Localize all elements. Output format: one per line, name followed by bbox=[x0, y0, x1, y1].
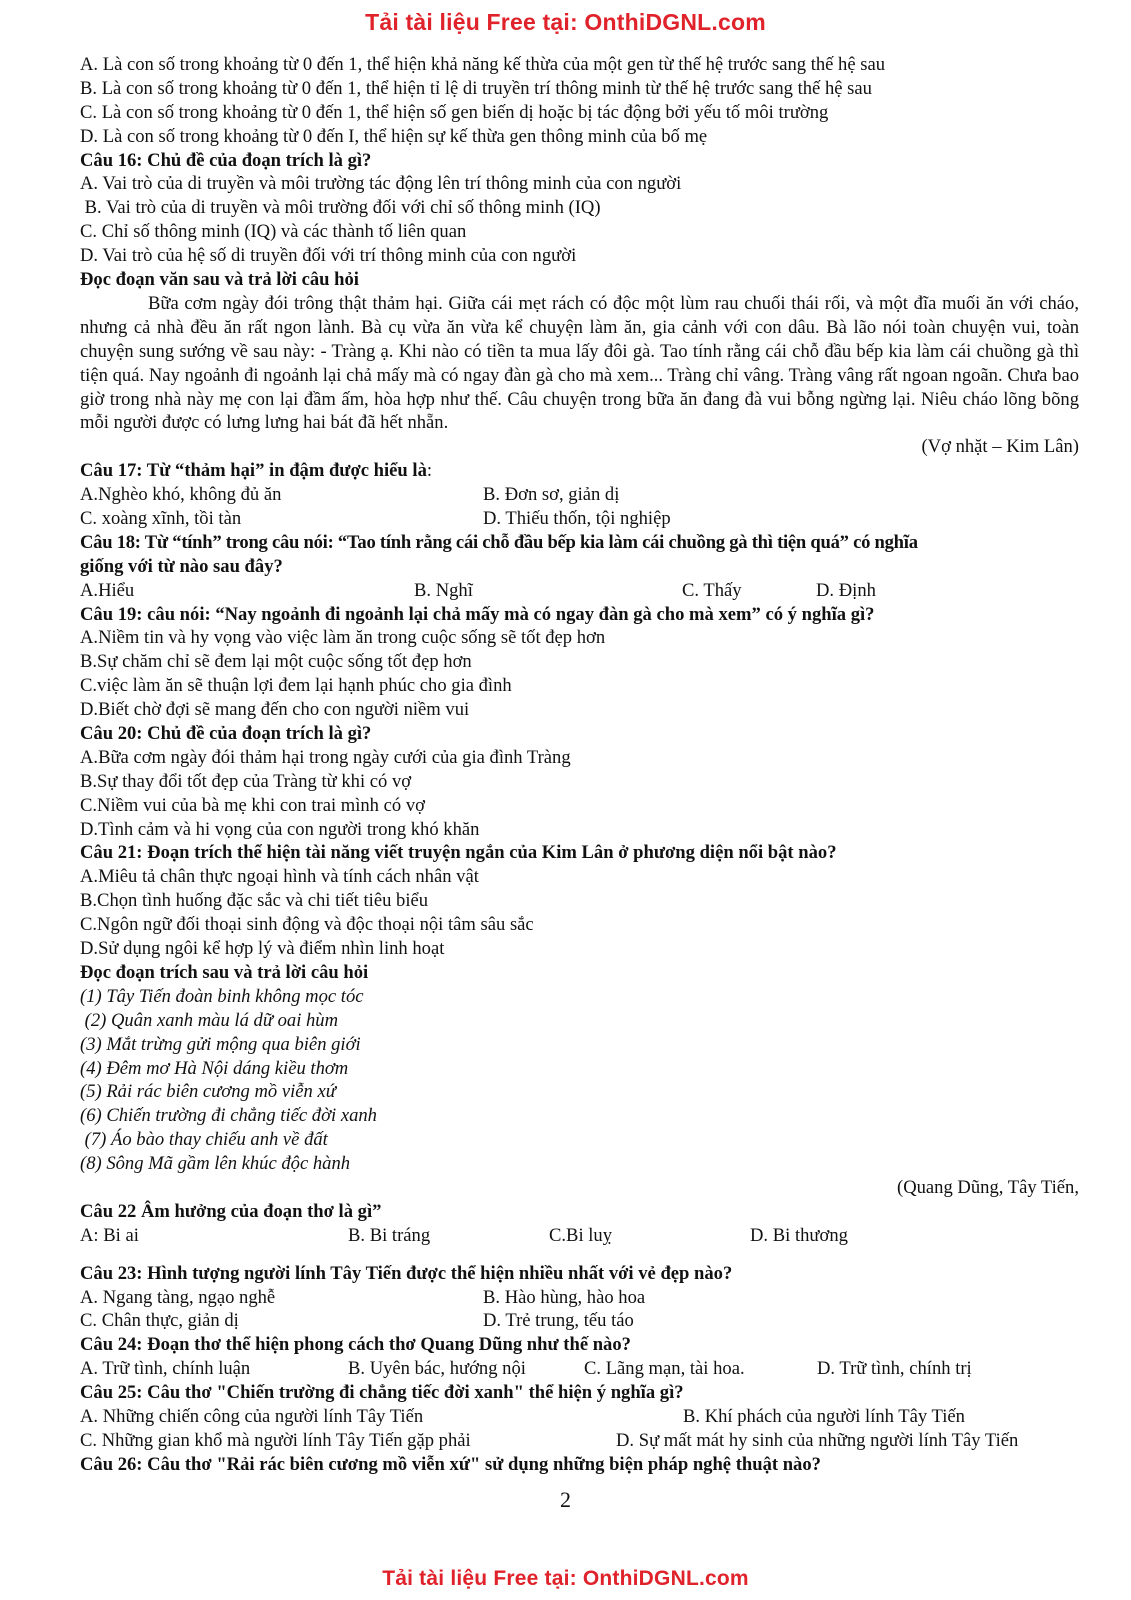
q15-option-a: A. Là con số trong khoảng từ 0 đến 1, thể hiện khả năng kế thừa của một gen từ thế hệ trước sang thế hệ sau bbox=[80, 54, 886, 75]
q19-option-d: D.Biết chờ đợi sẽ mang đến cho con người niềm vui bbox=[80, 699, 470, 721]
poem-line: (4) Đêm mơ Hà Nội dáng kiều thơm bbox=[80, 1057, 349, 1079]
q22-option-b: B. Bi tráng bbox=[348, 1224, 431, 1246]
q18-title-line2: giống với từ nào sau đây? bbox=[80, 555, 283, 577]
passage2-source: (Quang Dũng, Tây Tiến, bbox=[897, 1176, 1079, 1198]
poem-line: (8) Sông Mã gầm lên khúc độc hành bbox=[80, 1153, 351, 1175]
passage1-heading: Đọc đoạn văn sau và trả lời câu hỏi bbox=[80, 269, 359, 291]
poem-line: (5) Rải rác biên cương mồ viễn xứ bbox=[80, 1081, 336, 1103]
q23-option-b: B. Hào hùng, hào hoa bbox=[483, 1286, 646, 1308]
q25-title: Câu 25: Câu thơ "Chiến trường đi chẳng tiếc đời xanh" thể hiện ý nghĩa gì? bbox=[80, 1382, 684, 1404]
q26-title: Câu 26: Câu thơ "Rải rác biên cương mồ viễn xứ" sử dụng những biện pháp nghệ thuật nào? bbox=[80, 1453, 821, 1475]
q16-title: Câu 16: Chủ đề của đoạn trích là gì? bbox=[80, 149, 372, 171]
q22-title: Câu 22 Âm hưởng của đoạn thơ là gì” bbox=[80, 1200, 382, 1222]
q15-option-d: D. Là con số trong khoảng từ 0 đến I, thể hiện sự kế thừa gen thông minh của bố mẹ bbox=[80, 125, 708, 147]
q19-option-c: C.việc làm ăn sẽ thuận lợi đem lại hạnh phúc cho gia đình bbox=[80, 675, 512, 697]
q18-option-c: C. Thấy bbox=[682, 579, 742, 601]
q21-title: Câu 21: Đoạn trích thể hiện tài năng viết truyện ngắn của Kim Lân ở phương diện nổi bật nào? bbox=[80, 842, 837, 864]
poem-line: (2) Quân xanh màu lá dữ oai hùm bbox=[80, 1009, 339, 1031]
q20-option-c: C.Niềm vui của bà mẹ khi con trai mình có vợ bbox=[80, 794, 425, 816]
q18-option-b: B. Nghĩ bbox=[414, 579, 473, 601]
q25-option-b: B. Khí phách của người lính Tây Tiến bbox=[683, 1405, 965, 1427]
q17-option-c: C. xoàng xĩnh, tồi tàn bbox=[80, 508, 242, 530]
poem-line: (1) Tây Tiến đoàn binh không mọc tóc bbox=[80, 985, 364, 1007]
poem-line: (6) Chiến trường đi chẳng tiếc đời xanh bbox=[80, 1105, 377, 1127]
q16-option-d: D. Vai trò của hệ số di truyền đối với trí thông minh của con người bbox=[80, 245, 577, 267]
header-banner[interactable]: Tải tài liệu Free tại: OnthiDGNL.com bbox=[365, 9, 766, 35]
passage1-source: (Vợ nhặt – Kim Lân) bbox=[921, 436, 1079, 458]
q19-option-b: B.Sự chăm chỉ sẽ đem lại một cuộc sống tốt đẹp hơn bbox=[80, 651, 472, 673]
q23-option-a: A. Ngang tàng, ngạo nghễ bbox=[80, 1286, 276, 1308]
q22-option-c: C.Bi luỵ bbox=[549, 1224, 613, 1246]
q23-title: Câu 23: Hình tượng người lính Tây Tiến được thể hiện nhiều nhất với vẻ đẹp nào? bbox=[80, 1262, 733, 1284]
q15-option-b: B. Là con số trong khoảng từ 0 đến 1, thể hiện tỉ lệ di truyền trí thông minh từ thế hệ trước sang thế hệ sau bbox=[80, 77, 872, 99]
q17-title: Câu 17: Từ “thảm hại” in đậm được hiểu là bbox=[80, 460, 427, 482]
q24-option-b: B. Uyên bác, hướng nội bbox=[348, 1358, 526, 1380]
q18-option-d: D. Định bbox=[816, 579, 876, 601]
q19-option-a: A.Niềm tin và hy vọng vào việc làm ăn trong cuộc sống sẽ tốt đẹp hơn bbox=[80, 627, 606, 649]
passage2-heading: Đọc đoạn trích sau và trả lời câu hỏi bbox=[80, 961, 369, 983]
q24-option-a: A. Trữ tình, chính luận bbox=[80, 1358, 251, 1380]
page-number: 2 bbox=[560, 1487, 571, 1512]
q22-option-a: A: Bi ai bbox=[80, 1224, 139, 1246]
q16-option-c: C. Chỉ số thông minh (IQ) và các thành tố liên quan bbox=[80, 221, 467, 243]
poem-line: (3) Mắt trừng gửi mộng qua biên giới bbox=[80, 1033, 361, 1055]
q17-title-end: : bbox=[426, 460, 433, 482]
passage1-text: Bữa cơm ngày đói trông thật thảm hại. Giữa cái mẹt rách có độc một lùm rau chuối thái rối, và một đĩa muối ăn với cháo, nhưng cả nhà đều ăn rất ngon lành. Bà cụ vừa ăn vừa kể chuyện làm ăn, gia cảnh với con dâu. Bà lão nói toàn chuyện vui, toàn chuyện sung sướng về sau này: - Tràng ạ. Khi nào có tiền ta mua lấy đôi gà. Tao tính rằng cái chỗ đầu bếp kia làm cái chuồng gà thì tiện quá. Nay ngoảnh đi ngoảnh lại chả mấy mà có ngay đàn gà cho mà xem... Tràng chỉ vâng. Tràng vâng rất ngoan ngoãn. Chưa bao giờ trong nhà này mẹ con lại đầm ấm, hòa hợp như thế. Câu chuyện trong bữa ăn đang đà vui bỗng ngừng lại. Niêu cháo lõng bõng mỗi người được có lưng lưng hai bát đã hết nhẵn. bbox=[80, 292, 1079, 434]
q23-option-c: C. Chân thực, giản dị bbox=[80, 1310, 239, 1332]
q17-option-a: A.Nghèo khó, không đủ ăn bbox=[80, 484, 282, 506]
q21-option-d: D.Sử dụng ngôi kể hợp lý và điểm nhìn linh hoạt bbox=[80, 938, 445, 960]
q20-option-b: B.Sự thay đổi tốt đẹp của Tràng từ khi có vợ bbox=[80, 770, 412, 792]
q16-option-b: B. Vai trò của di truyền và môi trường đối với chỉ số thông minh (IQ) bbox=[80, 197, 601, 219]
q21-option-b: B.Chọn tình huống đặc sắc và chi tiết tiêu biểu bbox=[80, 890, 429, 912]
q23-option-d: D. Trẻ trung, tếu táo bbox=[483, 1310, 634, 1332]
q25-option-d: D. Sự mất mát hy sinh của những người lính Tây Tiến bbox=[616, 1429, 1019, 1451]
q24-option-d: D. Trữ tình, chính trị bbox=[817, 1358, 972, 1380]
q15-option-c: C. Là con số trong khoảng từ 0 đến 1, thể hiện số gen biến dị hoặc bị tác động bởi yếu tố môi trường bbox=[80, 101, 829, 123]
q17-option-b: B. Đơn sơ, giản dị bbox=[483, 484, 620, 506]
q18-title-line1: Câu 18: Từ “tính” trong câu nói: “Tao tính rằng cái chỗ đầu bếp kia làm cái chuồng gà thì tiện quá” có nghĩa bbox=[80, 531, 918, 553]
q21-option-c: C.Ngôn ngữ đối thoại sinh động và độc thoại nội tâm sâu sắc bbox=[80, 914, 534, 936]
poem-line: (7) Áo bào thay chiếu anh về đất bbox=[80, 1129, 328, 1151]
q21-option-a: A.Miêu tả chân thực ngoại hình và tính cách nhân vật bbox=[80, 866, 479, 888]
q22-option-d: D. Bi thương bbox=[750, 1224, 848, 1246]
page-content bbox=[80, 53, 1079, 1477]
q17-option-d: D. Thiếu thốn, tội nghiệp bbox=[483, 508, 671, 530]
q18-option-a: A.Hiểu bbox=[80, 579, 135, 601]
q20-option-d: D.Tình cảm và hi vọng của con người trong khó khăn bbox=[80, 818, 480, 840]
footer-banner[interactable]: Tải tài liệu Free tại: OnthiDGNL.com bbox=[382, 1567, 749, 1590]
q25-option-c: C. Những gian khổ mà người lính Tây Tiến gặp phải bbox=[80, 1429, 471, 1451]
q20-title: Câu 20: Chủ đề của đoạn trích là gì? bbox=[80, 723, 372, 745]
q24-option-c: C. Lãng mạn, tài hoa. bbox=[584, 1358, 745, 1380]
q25-option-a: A. Những chiến công của người lính Tây Tiến bbox=[80, 1405, 424, 1427]
q16-option-a: A. Vai trò của di truyền và môi trường tác động lên trí thông minh của con người bbox=[80, 173, 682, 195]
q19-title: Câu 19: câu nói: “Nay ngoảnh đi ngoảnh lại chả mấy mà có ngay đàn gà cho mà xem” có ý nghĩa gì? bbox=[80, 603, 875, 625]
q24-title: Câu 24: Đoạn thơ thể hiện phong cách thơ Quang Dũng như thế nào? bbox=[80, 1334, 631, 1356]
q20-option-a: A.Bữa cơm ngày đói thảm hại trong ngày cưới của gia đình Tràng bbox=[80, 746, 571, 768]
